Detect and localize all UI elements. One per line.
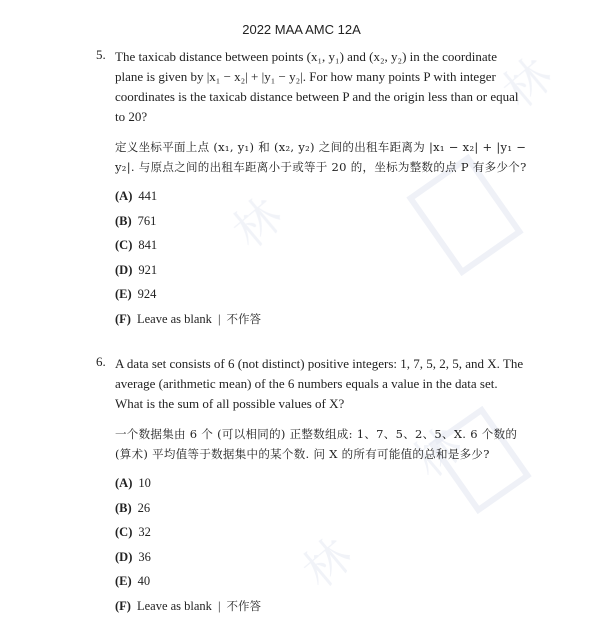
choice-letter: (E)	[115, 287, 132, 301]
choice-text: 441	[138, 189, 157, 203]
svg-text:林: 林	[402, 417, 472, 488]
svg-text:林: 林	[492, 47, 562, 118]
problem-5	[97, 47, 527, 334]
choice-letter: (D)	[115, 263, 132, 277]
answer-choices	[115, 474, 527, 621]
choice-letter: (B)	[115, 501, 132, 515]
svg-text:林: 林	[222, 187, 292, 258]
choice-text: 921	[138, 263, 157, 277]
choice-f[interactable]	[115, 310, 527, 335]
choice-text: 10	[138, 476, 151, 490]
choice-text-cn: 不作答	[226, 312, 261, 326]
problem-number: 6.	[96, 354, 106, 370]
choice-separator: |	[218, 312, 221, 326]
problem-stem-en: A data set consists of 6 (not distinct) positive integers: 1, 7, 5, 2, 5, and X. The average (arithmetic mean) of the 6 numbers equals a value in the data set. What is the sum of all possible values of X?	[115, 354, 527, 414]
choice-text-cn: 不作答	[226, 599, 261, 613]
page-header: 2022 MAA AMC 12A	[0, 22, 603, 37]
problem-stem-cn: 定义坐标平面上点 (x₁, y₁) 和 (x₂, y₂) 之间的出租车距离为 |x₁ − x₂| + |y₁ − y₂|. 与原点之间的出租车距离小于或等于 20 的，坐标为整数的点 P 有多少个?	[115, 137, 527, 177]
choice-a[interactable]	[115, 474, 527, 499]
choice-e[interactable]	[115, 572, 527, 597]
choice-f[interactable]	[115, 597, 527, 621]
problem-stem-cn: 一个数据集由 6 个 (可以相同的) 正整数组成: 1、7、5、2、5、X. 6 个数的 (算术) 平均值等于数据集中的某个数. 问 X 的所有可能值的总和是多少?	[115, 424, 527, 464]
problem-stem-en: The taxicab distance between points (x₁, y₁) and (x₂, y₂) in the coordinate plane is given by |x₁ − x₂| + |y₁ − y₂|. For how many points P with integer coordinates is the taxicab distance between P and the origin less than or equal to 20?	[115, 47, 527, 127]
choice-text: 924	[138, 287, 157, 301]
choice-b[interactable]	[115, 499, 527, 524]
choice-text: 36	[138, 550, 151, 564]
svg-text:林: 林	[292, 527, 362, 598]
choice-letter: (F)	[115, 312, 131, 326]
choice-c[interactable]	[115, 236, 527, 261]
choice-text: Leave as blank	[137, 312, 212, 326]
choice-letter: (F)	[115, 599, 131, 613]
choice-d[interactable]	[115, 548, 527, 573]
choice-separator: |	[218, 599, 221, 613]
answer-choices	[115, 187, 527, 334]
choice-letter: (A)	[115, 189, 132, 203]
choice-letter: (D)	[115, 550, 132, 564]
choice-letter: (B)	[115, 214, 132, 228]
choice-a[interactable]	[115, 187, 527, 212]
choice-letter: (A)	[115, 476, 132, 490]
choice-d[interactable]	[115, 261, 527, 286]
choice-text: 32	[138, 525, 151, 539]
choice-c[interactable]	[115, 523, 527, 548]
choice-letter: (C)	[115, 525, 132, 539]
choice-text: Leave as blank	[137, 599, 212, 613]
problem-number: 5.	[96, 47, 106, 63]
choice-text: 841	[138, 238, 157, 252]
choice-text: 26	[138, 501, 151, 515]
choice-e[interactable]	[115, 285, 527, 310]
problem-6	[97, 354, 527, 621]
choice-letter: (E)	[115, 574, 132, 588]
choice-b[interactable]	[115, 212, 527, 237]
choice-text: 40	[138, 574, 151, 588]
choice-letter: (C)	[115, 238, 132, 252]
choice-text: 761	[138, 214, 157, 228]
